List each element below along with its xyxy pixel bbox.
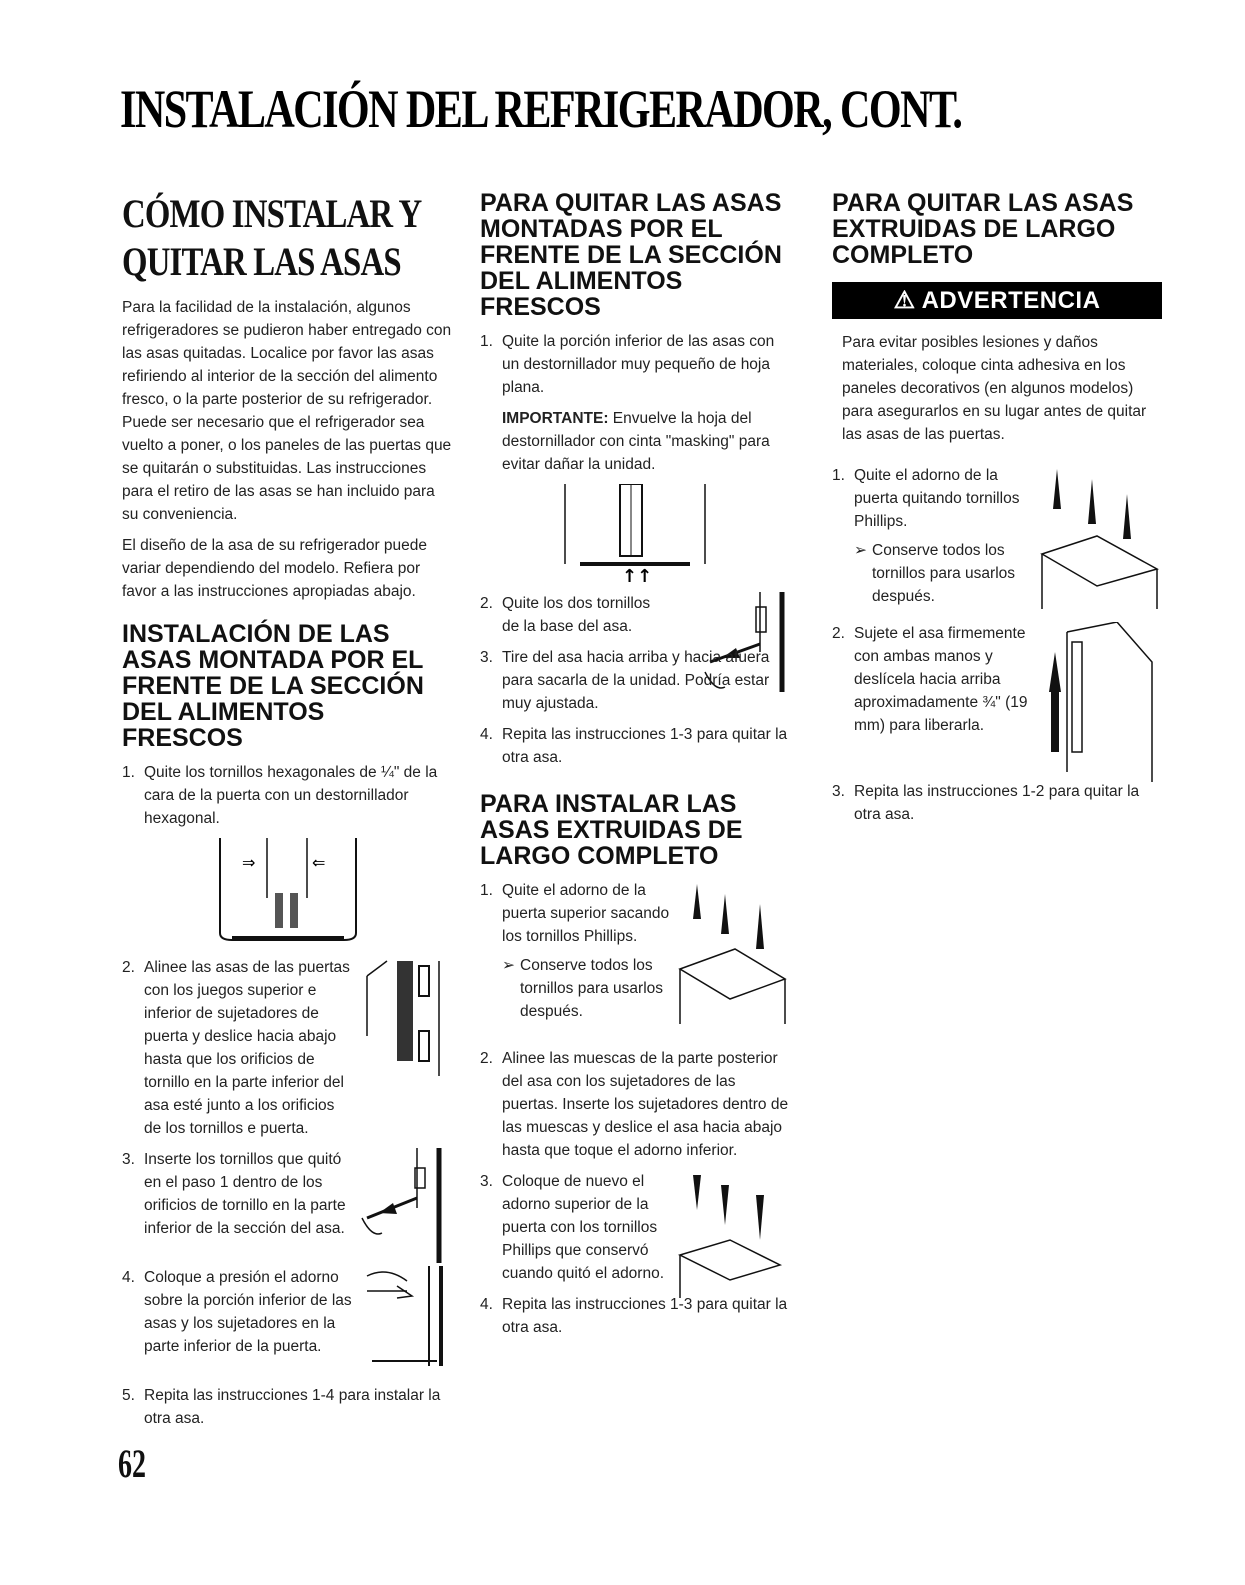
step-text: Sujete el asa firmemente con ambas manos y deslícela hacia arriba aproximadamente ¾" (19 mm) para liberarla. — [854, 625, 1028, 734]
subheading-remove-front-handles: PARA QUITAR LAS ASAS MONTADAS POR EL FRENTE DE LA SECCIÓN DEL ALIMENTOS FRESCOS — [480, 189, 782, 321]
install-extruded-step-3 — [480, 1170, 790, 1285]
step-number: 3. — [832, 783, 845, 800]
step-text: Repita las instrucciones 1-4 para instalar la otra asa. — [144, 1387, 441, 1427]
remove-front-step-4 — [480, 723, 790, 769]
step-number: 3. — [122, 1151, 135, 1168]
step-text: Quite el adorno de la puerta quitando tornillos Phillips. — [854, 467, 1020, 530]
subheading-install-front-handles: INSTALACIÓN DE LAS ASAS MONTADA POR EL FRENTE DE LA SECCIÓN DEL ALIMENTOS FRESCOS — [122, 620, 424, 752]
step-number: 2. — [480, 1050, 493, 1067]
page-number: 62 — [118, 1441, 146, 1486]
arrow-icon: ➢ — [854, 542, 867, 559]
remove-front-step-3 — [480, 646, 790, 715]
keep-screws-note — [502, 954, 670, 1023]
svg-text:⇐: ⇐ — [312, 853, 326, 872]
install-step-5 — [122, 1384, 452, 1430]
hex-screw-door-illustration — [212, 838, 362, 948]
section-heading-install-remove: CÓMO INSTALAR Y QUITAR LAS ASAS — [122, 191, 421, 284]
install-step-3 — [122, 1148, 452, 1258]
step-number: 2. — [480, 595, 493, 612]
step-number: 3. — [480, 649, 493, 666]
keep-screws-text: Conserve todos los tornillos para usarlos después. — [872, 542, 1016, 605]
keep-screws-note — [854, 539, 1032, 608]
important-note — [480, 407, 790, 476]
step-text: Quite el adorno de la puerta superior sacando los tornillos Phillips. — [502, 882, 670, 945]
remove-extruded-step-2 — [832, 622, 1162, 772]
intro-paragraph-2: El diseño de la asa de su refrigerador puede variar dependiendo del modelo. Refiera por favor a las instrucciones apropiadas abajo. — [122, 537, 428, 600]
step-number: 4. — [480, 1296, 493, 1313]
intro-paragraph-1: Para la facilidad de la instalación, algunos refrigeradores se pudieron haber entregado con las asas quitadas. Localice por favor las asas refiriendo al interior de la sección del alimento fresco, o la parte posterior de su refrigerador. Puede ser necesario que el refrigerador sea vuelto a poner, o los paneles de las puertas que se quitarán o substituidas. Las instrucciones para el retiro de las asas se han incluido para su conveniencia. — [122, 299, 452, 523]
page-title: INSTALACIÓN DEL REFRIGERADOR, CONT. — [120, 79, 962, 139]
top-trim-replace-illustration — [675, 1170, 790, 1300]
install-extruded-step-4 — [480, 1293, 790, 1339]
step-number: 2. — [122, 959, 135, 976]
step-number: 2. — [832, 625, 845, 642]
install-extruded-step-2 — [480, 1047, 790, 1162]
screwdriver-illustration — [357, 1148, 452, 1268]
step-text: Alinee las muescas de la parte posterior del asa con los sujetadores de las puertas. Inserte los sujetadores dentro de las muescas y deslice el asa hacia abajo hasta que toque el adorno inferior. — [502, 1050, 789, 1159]
svg-text:↑↑: ↑↑ — [622, 566, 653, 584]
handle-clips-illustration — [357, 956, 452, 1086]
step-text: Repita las instrucciones 1-3 para quitar la otra asa. — [502, 726, 788, 766]
arrow-icon: ➢ — [502, 957, 515, 974]
top-trim-removal-illustration — [675, 879, 790, 1029]
remove-front-step-2 — [480, 592, 790, 638]
column-right — [832, 190, 1162, 834]
step-number: 4. — [122, 1269, 135, 1286]
warning-text: Para evitar posibles lesiones y daños materiales, coloque cinta adhesiva en los paneles decorativos (en algunos modelos) para asegurarlos en su lugar antes de quitar las asas de las puertas. — [842, 334, 1147, 443]
step-text: Quite los dos tornillos de la base del asa. — [502, 595, 651, 635]
warning-banner — [832, 282, 1162, 319]
step-text: Quite los tornillos hexagonales de ¼" de la cara de la puerta con un destornillador hexagonal. — [144, 764, 438, 827]
install-step-2 — [122, 956, 452, 1140]
column-middle — [480, 190, 790, 1347]
trim-snap-illustration — [357, 1266, 452, 1376]
install-step-4 — [122, 1266, 452, 1376]
step-number: 1. — [122, 764, 135, 781]
step-number: 5. — [122, 1387, 135, 1404]
step-text: Inserte los tornillos que quitó en el paso 1 dentro de los orificios de tornillo en la parte inferior de la sección del asa. — [144, 1151, 346, 1237]
remove-front-step-1 — [480, 330, 790, 399]
column-left — [122, 190, 452, 1438]
important-label: IMPORTANTE: — [502, 410, 609, 427]
remove-extruded-step-1 — [832, 464, 1162, 614]
door-trim-removal-illustration — [1037, 464, 1162, 614]
step-text: Alinee las asas de las puertas con los juegos superior e inferior de sujetadores de puerta y deslice hacia abajo hasta que los orificios de tornillo en la parte inferior del asa esté junto a los orificios de los tornillos e puerta. — [144, 959, 350, 1137]
step-number: 3. — [480, 1173, 493, 1190]
step-number: 4. — [480, 726, 493, 743]
warning-icon: ⚠ — [893, 287, 916, 314]
subheading-install-extruded-handles: PARA INSTALAR LAS ASAS EXTRUIDAS DE LARGO COMPLETO — [480, 790, 743, 870]
step-number: 1. — [480, 333, 493, 350]
install-extruded-step-1 — [480, 879, 790, 1039]
step-number: 1. — [480, 882, 493, 899]
handle-slide-up-illustration — [1037, 622, 1162, 782]
important-text: Envuelve la hoja del destornillador con cinta "masking" para evitar dañar la unidad. — [502, 410, 770, 473]
remove-extruded-step-3 — [832, 780, 1162, 826]
keep-screws-text: Conserve todos los tornillos para usarlos después. — [520, 957, 664, 1020]
step-number: 1. — [832, 467, 845, 484]
step-text: Tire del asa hacia arriba y hacia afuera para sacarla de la unidad. Podría estar muy ajustada. — [502, 649, 770, 712]
step-text: Coloque de nuevo el adorno superior de la puerta con los tornillos Phillips que conservó cuando quitó el adorno. — [502, 1173, 665, 1282]
install-step-1 — [122, 761, 452, 830]
handle-base-screws-illustration — [560, 484, 710, 584]
subheading-remove-extruded-handles: PARA QUITAR LAS ASAS EXTRUIDAS DE LARGO COMPLETO — [832, 189, 1134, 269]
step-text: Repita las instrucciones 1-2 para quitar la otra asa. — [854, 783, 1140, 823]
warning-label: ADVERTENCIA — [921, 287, 1101, 314]
step-text: Repita las instrucciones 1-3 para quitar la otra asa. — [502, 1296, 788, 1336]
svg-text:⇒: ⇒ — [242, 853, 256, 872]
step-text: Quite la porción inferior de las asas con un destornillador muy pequeño de hoja plana. — [502, 333, 775, 396]
step-text: Coloque a presión el adorno sobre la porción inferior de las asas y los sujetadores en la parte inferior de la puerta. — [144, 1269, 352, 1355]
